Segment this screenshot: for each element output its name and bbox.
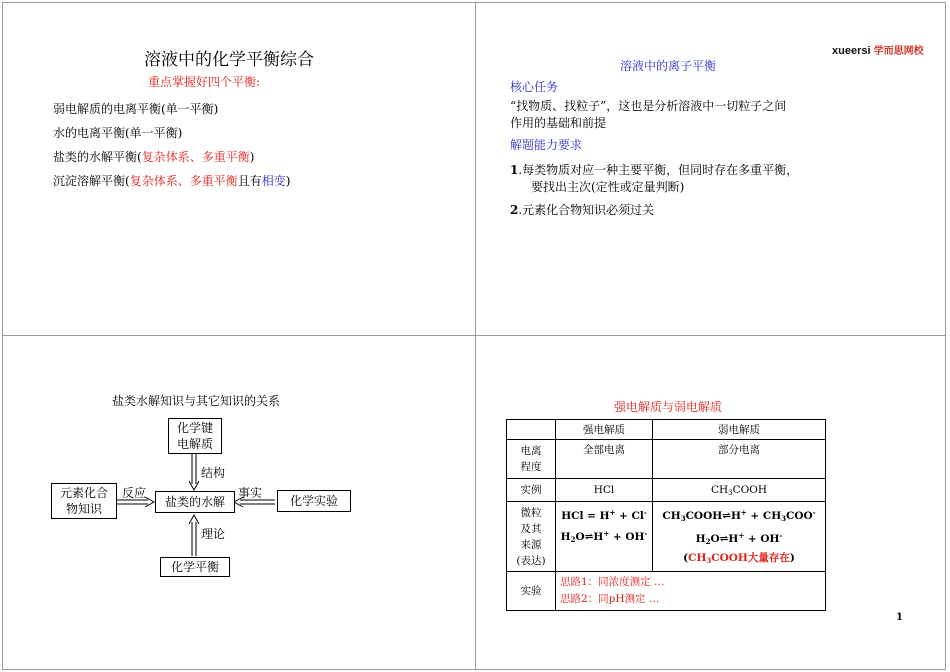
slide2-title: 溶液中的离子平衡 (620, 59, 717, 73)
col-header-weak: 弱电解质 (653, 420, 826, 440)
cell-weak-degree: 部分电离 (653, 440, 826, 479)
cell-weak-particles: $CH_3COOH\rightleftharpoons H^+ + CH_3COO^-$ $H_2O\rightleftharpoons H^+ + OH^-$ ($CH_3COOH$大量存在) (653, 502, 826, 572)
box-chemistry-experiment: 化学实验 (277, 490, 351, 512)
label-theory: 理论 (201, 527, 226, 541)
table-row (507, 479, 826, 502)
slide1-item-1: 弱电解质的电离平衡(单一平衡) (53, 102, 219, 116)
slide2-heading-core-task: 核心任务 (510, 80, 559, 94)
req2-text: .元素化合物知识必须过关 (518, 203, 655, 217)
cell-experiment-ideas (556, 572, 826, 611)
label-reaction: 反应 (122, 486, 147, 500)
row-label-degree: 电离 程度 (507, 440, 556, 479)
label-structure: 结构 (201, 466, 226, 480)
row-label-experiment: 实验 (507, 572, 556, 611)
arrow-down-from-top (189, 453, 199, 490)
table-row (507, 420, 826, 440)
slide3-title: 盐类水解知识与其它知识的关系 (112, 394, 281, 408)
req1-number: 1 (510, 163, 519, 177)
box-chemical-bond: 化学键 电解质 (168, 418, 222, 454)
item4-text-c: 且有 (237, 174, 262, 188)
req2-number: 2 (510, 203, 519, 217)
row-label-particles: 微粒 及其 来源 (表达) (507, 502, 556, 572)
item4-text-red: 复杂体系、多重平衡 (129, 174, 238, 188)
brand-logo (832, 42, 924, 57)
arrow-up-from-bottom (189, 515, 199, 556)
table-row (507, 440, 826, 479)
slide1-title: 溶液中的化学平衡综合 (144, 50, 314, 70)
box-chemical-equilibrium: 化学平衡 (160, 557, 230, 577)
electrolyte-table (506, 419, 826, 611)
table-row (507, 502, 826, 572)
cell-strong-degree: 全部电离 (556, 440, 653, 479)
item4-text-a: 沉淀溶解平衡( (53, 174, 130, 188)
col-header-strong: 强电解质 (556, 420, 653, 440)
box-salt-hydrolysis: 盐类的水解 (155, 491, 235, 513)
cell-weak-example: $CH_3COOH$ (653, 479, 826, 502)
box-element-compounds: 元素化合 物知识 (51, 483, 117, 519)
item3-text-c: ) (249, 150, 255, 164)
idea-1: 思路1：同浓度测定 … (560, 576, 665, 588)
cell-strong-example: HCl (556, 479, 653, 502)
logo-chinese: 学而思网校 (873, 46, 924, 57)
item4-text-blue: 相变 (261, 174, 286, 188)
slide4-title: 强电解质与弱电解质 (614, 400, 723, 414)
item3-text-red: 复杂体系、多重平衡 (141, 150, 250, 164)
slide1-subtitle: 重点掌握好四个平衡: (148, 75, 261, 89)
slide2-text-line2: 作用的基础和前提 (510, 116, 607, 130)
table-row (507, 572, 826, 611)
slide1-item-2: 水的电离平衡(单一平衡) (53, 126, 183, 140)
slide2-requirement-1 (510, 161, 798, 178)
row-label-example: 实例 (507, 479, 556, 502)
req1-text: .每类物质对应一种主要平衡，但同时存在多重平衡， (518, 163, 799, 177)
item4-text-e: ) (285, 174, 291, 188)
slide2-requirement-2 (510, 201, 654, 218)
logo-latin: xueersi (832, 45, 871, 57)
slide2-text-line1: “找物质、找粒子”，这也是分析溶液中一切粒子之间 (510, 99, 787, 113)
slide2-requirement-1-line2: 要找出主次(定性或定量判断) (531, 180, 685, 194)
label-fact: 事实 (238, 486, 263, 500)
slide2-heading-ability: 解题能力要求 (510, 138, 583, 152)
page-number: 1 (896, 612, 903, 623)
cell-strong-particles: HCl = H+ + Cl- $H_2O\rightleftharpoons H^+ + OH^-$ (556, 502, 653, 572)
table-corner (507, 420, 556, 440)
item3-text-a: 盐类的水解平衡( (53, 150, 142, 164)
idea-2: 思路2：同pH测定 … (560, 593, 660, 605)
